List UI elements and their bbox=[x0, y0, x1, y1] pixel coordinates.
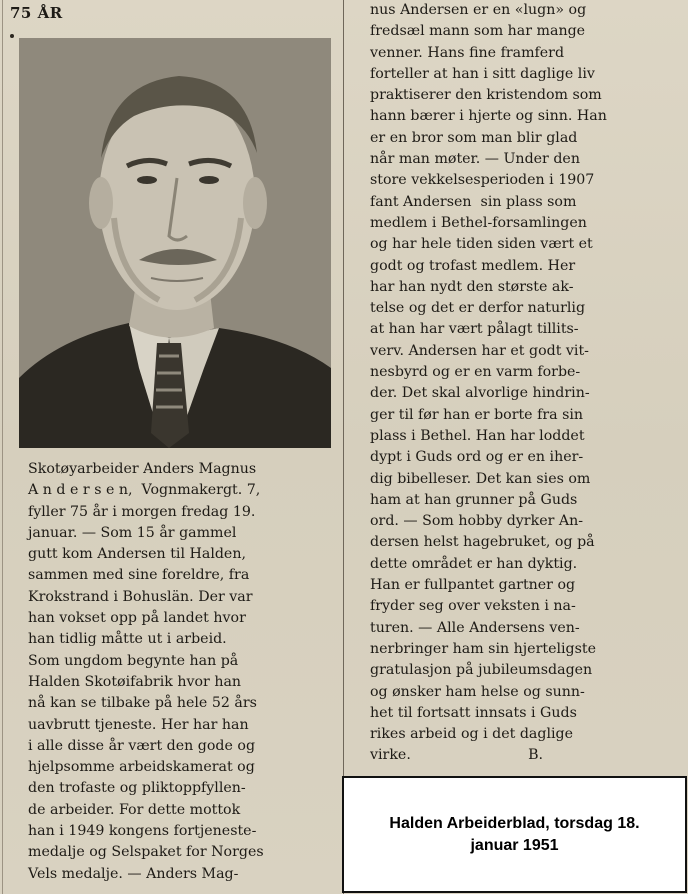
text-line: i alle disse år vært den gode og bbox=[28, 737, 256, 754]
text-line: hjelpsomme arbeidskamerat og bbox=[28, 759, 255, 776]
column-edge bbox=[2, 0, 3, 894]
text-line: plass i Bethel. Han har loddet bbox=[370, 427, 585, 444]
text-line: de arbeider. For dette mottok bbox=[28, 801, 241, 818]
caption-line-2: januar 1951 bbox=[470, 836, 559, 854]
text-line: nesbyrd og er en varm forbe- bbox=[370, 364, 581, 381]
text-line: Krokstrand i Bohuslän. Der var bbox=[28, 588, 253, 605]
text-line: dette området er han dyktig. bbox=[370, 555, 578, 572]
text-line: Vels medalje. — Anders Mag- bbox=[28, 865, 239, 882]
text-line: når man møter. — Under den bbox=[370, 151, 580, 168]
text-line: er en bror som man blir glad bbox=[370, 129, 578, 146]
text-line: han i 1949 kongens fortjeneste- bbox=[28, 823, 257, 840]
text-line: dig bibelleser. Det kan sies om bbox=[370, 470, 591, 487]
text-line: Halden Skotøifabrik hvor han bbox=[28, 673, 242, 690]
text-line: dersen helst hagebruket, og på bbox=[370, 534, 595, 551]
text-line: praktiserer den kristendom som bbox=[370, 87, 602, 104]
text-line: A n d e r s e n, Vognmakergt. 7, bbox=[28, 482, 261, 499]
caption-line-1: Halden Arbeiderblad, torsdag 18. bbox=[389, 814, 640, 832]
text-line: fryder seg over veksten i na- bbox=[370, 598, 576, 615]
text-line: og har hele tiden siden vært et bbox=[370, 236, 593, 253]
text-line: fant Andersen sin plass som bbox=[370, 193, 577, 210]
text-line: ord. — Som hobby dyrker An- bbox=[370, 513, 584, 530]
portrait-photo bbox=[19, 38, 331, 448]
text-line: sammen med sine foreldre, fra bbox=[28, 567, 250, 584]
text-line: nus Andersen er en «lugn» og bbox=[370, 2, 587, 18]
text-line: Som ungdom begynte han på bbox=[28, 652, 239, 669]
text-line: hann bærer i hjerte og sinn. Han bbox=[370, 108, 607, 125]
text-line: venner. Hans fine framferd bbox=[370, 44, 565, 61]
text-line: ger til før han er borte fra sin bbox=[370, 406, 584, 423]
text-line: der. Det skal alvorlige hindrin- bbox=[370, 385, 590, 402]
text-line: medlem i Bethel-forsamlingen bbox=[370, 214, 587, 231]
text-line: medalje og Selspaket for Norges bbox=[28, 844, 264, 861]
left-column-text bbox=[28, 459, 338, 885]
text-line: har han nydt den største ak- bbox=[370, 278, 574, 295]
text-line: januar. — Som 15 år gammel bbox=[28, 524, 237, 541]
text-line: fredsæl mann som har mange bbox=[370, 23, 586, 40]
text-line: turen. — Alle Andersens ven- bbox=[370, 619, 580, 636]
text-line: forteller at han i sitt daglige liv bbox=[370, 65, 595, 82]
portrait-illustration bbox=[19, 38, 331, 448]
text-line: Skotøyarbeider Anders Magnus bbox=[28, 461, 257, 477]
right-column-text bbox=[370, 0, 682, 767]
source-caption bbox=[342, 776, 687, 893]
text-line: han tidlig måtte ut i arbeid. bbox=[28, 631, 227, 648]
bullet-dot bbox=[10, 34, 14, 38]
text-line: han vokset opp på landet hvor bbox=[28, 610, 246, 627]
column-divider bbox=[343, 0, 344, 894]
text-line: uavbrutt tjeneste. Her har han bbox=[28, 716, 249, 733]
text-line: ham at han grunner på Guds bbox=[370, 491, 578, 508]
text-line: telse og det er derfor naturlig bbox=[370, 300, 586, 317]
text-line: store vekkelsesperioden i 1907 bbox=[370, 172, 595, 189]
text-line: Han er fullpantet gartner og bbox=[370, 577, 576, 594]
text-line: nå kan se tilbake på hele 52 års bbox=[28, 695, 257, 712]
text-line: virke. B. bbox=[370, 747, 544, 764]
text-line: at han har vært pålagt tillits- bbox=[370, 321, 579, 338]
text-line: rikes arbeid og i det daglige bbox=[370, 726, 573, 743]
text-line: godt og trofast medlem. Her bbox=[370, 257, 576, 274]
text-line: fyller 75 år i morgen fredag 19. bbox=[28, 503, 256, 520]
text-line: verv. Andersen har et godt vit- bbox=[370, 342, 589, 359]
text-line: het til fortsatt innsats i Guds bbox=[370, 704, 577, 721]
text-line: dypt i Guds ord og er en iher- bbox=[370, 449, 584, 466]
text-line: og ønsker ham helse og sunn- bbox=[370, 683, 585, 700]
text-line: gratulasjon på jubileumsdagen bbox=[370, 662, 593, 679]
text-line: gutt kom Andersen til Halden, bbox=[28, 546, 246, 563]
section-header: 75 ÅR bbox=[10, 4, 63, 22]
text-line: nerbringer ham sin hjerteligste bbox=[370, 640, 596, 657]
text-line: den trofaste og pliktoppfyllen- bbox=[28, 780, 246, 797]
